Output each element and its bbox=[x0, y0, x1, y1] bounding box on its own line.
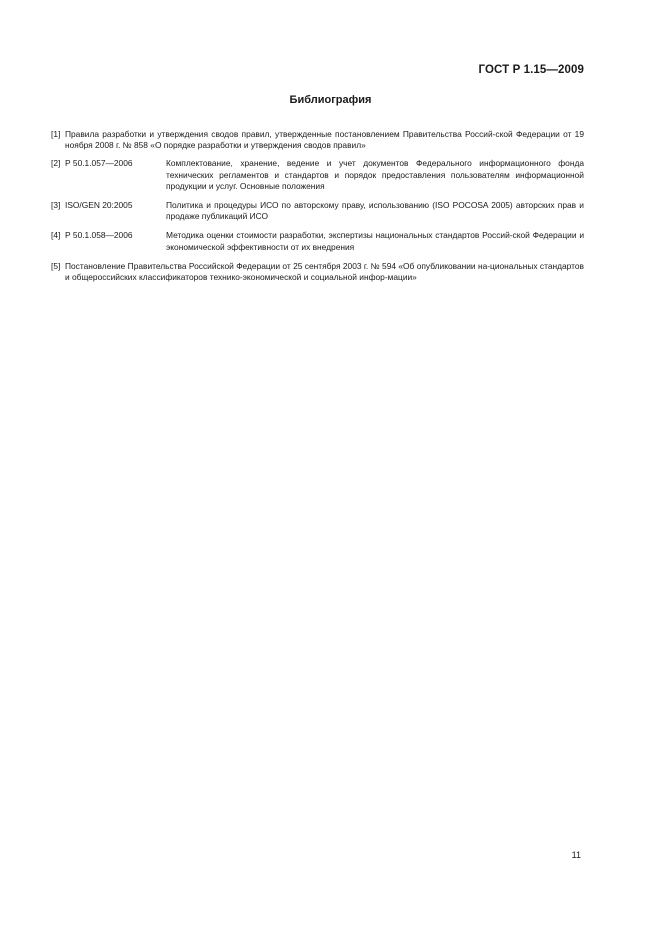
entry-text: Правила разработки и утверждения сводов правил, утвержденные постановлением Правительства Россий-ской Федерации от 19 ноября 2008 г. № 858 «О порядке разработки и утверждения сводов правил» bbox=[65, 129, 584, 151]
entry-number: [4] bbox=[51, 230, 61, 241]
entry-number: [1] bbox=[51, 129, 61, 139]
bibliography-entry-5 bbox=[51, 261, 584, 283]
page-title: Библиография bbox=[289, 94, 372, 106]
entry-code: Р 50.1.057—2006 bbox=[65, 158, 133, 169]
entry-number: [3] bbox=[51, 200, 61, 211]
entry-text: Комплектование, хранение, ведение и учет документов Федерального информационного фонда технических регламентов и стандартов и порядок предоставления пользователям информационной продукции и услуг. Основные положения bbox=[166, 158, 584, 191]
entry-text: Постановление Правительства Российской Федерации от 25 сентября 2003 г. № 594 «Об опубликовании на-циональных стандартов и общероссийских классификаторов технико-экономической и социальной инфор-мации» bbox=[65, 260, 584, 283]
bibliography-entry-2 bbox=[51, 158, 584, 192]
entry-code: Р 50.1.058—2006 bbox=[65, 230, 133, 241]
entry-number: [5] bbox=[51, 260, 61, 271]
document-code: ГОСТ Р 1.15—2009 bbox=[478, 64, 584, 76]
bibliography-entry-3 bbox=[51, 200, 584, 222]
bibliography-entry-4 bbox=[51, 230, 584, 252]
bibliography-list bbox=[51, 129, 584, 283]
page-number: 11 bbox=[571, 850, 581, 860]
entry-text: Политика и процедуры ИСО по авторскому праву, использованию (ISO POCOSA 2005) авторских прав и продаже публикаций ИСО bbox=[166, 200, 584, 222]
entry-code: ISO/GEN 20:2005 bbox=[65, 200, 133, 211]
bibliography-entry-1 bbox=[51, 129, 584, 151]
entry-text: Методика оценки стоимости разработки, экспертизы национальных стандартов Россий-ской Федерации и экономической эффективности от их внедрения bbox=[166, 230, 584, 252]
entry-number: [2] bbox=[51, 158, 61, 169]
